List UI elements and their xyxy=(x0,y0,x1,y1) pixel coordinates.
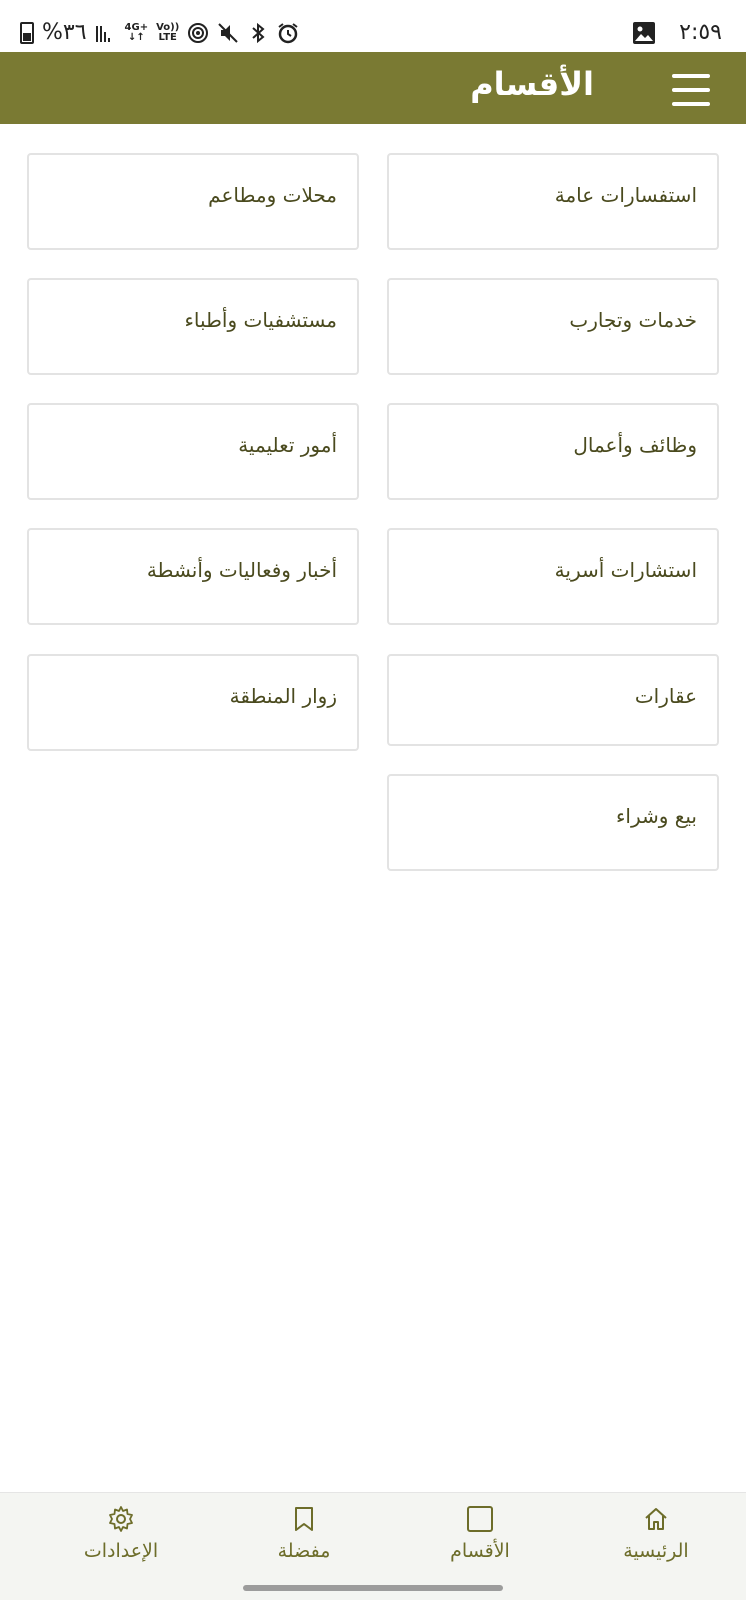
category-label: استفسارات عامة xyxy=(554,183,697,207)
signal-icon xyxy=(95,22,117,44)
category-label: بيع وشراء xyxy=(615,804,697,828)
nav-label: الرئيسية xyxy=(623,1540,689,1562)
category-label: محلات ومطاعم xyxy=(208,183,337,207)
category-label: أخبار وفعاليات وأنشطة xyxy=(146,558,337,582)
category-card-shops-restaurants[interactable] xyxy=(27,153,359,250)
category-card-hospitals[interactable] xyxy=(27,278,359,375)
status-left-group xyxy=(20,18,299,48)
category-card-education[interactable] xyxy=(27,403,359,500)
page-title: الأقسام xyxy=(470,65,594,103)
gear-icon xyxy=(107,1505,135,1533)
category-label: مستشفيات وأطباء xyxy=(184,308,337,332)
category-card-jobs[interactable] xyxy=(387,403,719,500)
battery-percentage: %٣٦ xyxy=(42,20,87,45)
nav-item-settings[interactable] xyxy=(51,1505,191,1581)
category-card-area-visitors[interactable] xyxy=(27,654,359,751)
square-icon xyxy=(466,1505,494,1533)
bookmark-icon xyxy=(290,1505,318,1533)
category-card-family-consulting[interactable] xyxy=(387,528,719,625)
nav-item-favorites[interactable] xyxy=(234,1505,374,1581)
category-label: عقارات xyxy=(634,684,697,708)
category-card-buy-sell[interactable] xyxy=(387,774,719,871)
home-indicator[interactable] xyxy=(243,1585,503,1591)
nav-item-categories[interactable] xyxy=(410,1505,550,1581)
app-bar xyxy=(0,52,746,124)
category-label: وظائف وأعمال xyxy=(573,433,697,457)
mute-icon xyxy=(217,22,239,44)
bottom-navigation xyxy=(0,1492,746,1600)
nav-label: الأقسام xyxy=(450,1540,510,1562)
category-card-real-estate[interactable] xyxy=(387,654,719,746)
status-time: ٢:٥٩ xyxy=(679,20,722,45)
category-label: خدمات وتجارب xyxy=(569,308,697,332)
network-arrows-icon: ↓↑ xyxy=(127,32,145,43)
nav-label: الإعدادات xyxy=(83,1540,159,1562)
image-notification-icon xyxy=(632,21,656,45)
nav-item-home[interactable] xyxy=(586,1505,726,1581)
battery-icon xyxy=(20,22,34,44)
hotspot-icon xyxy=(187,22,209,44)
category-card-general-inquiries[interactable] xyxy=(387,153,719,250)
category-label: أمور تعليمية xyxy=(238,433,337,457)
category-label: زوار المنطقة xyxy=(229,684,337,708)
category-label: استشارات أسرية xyxy=(554,558,697,582)
menu-icon[interactable] xyxy=(672,74,710,106)
category-card-news-events[interactable] xyxy=(27,528,359,625)
nav-label: مفضلة xyxy=(277,1540,331,1562)
category-card-services[interactable] xyxy=(387,278,719,375)
volte-indicator: Vo)) LTE xyxy=(156,22,180,43)
alarm-icon xyxy=(277,22,299,44)
network-type-indicator xyxy=(125,23,149,43)
bluetooth-icon xyxy=(247,22,269,44)
network-type-label: 4G+ xyxy=(124,22,149,33)
home-icon xyxy=(642,1505,670,1533)
status-bar xyxy=(0,0,746,52)
